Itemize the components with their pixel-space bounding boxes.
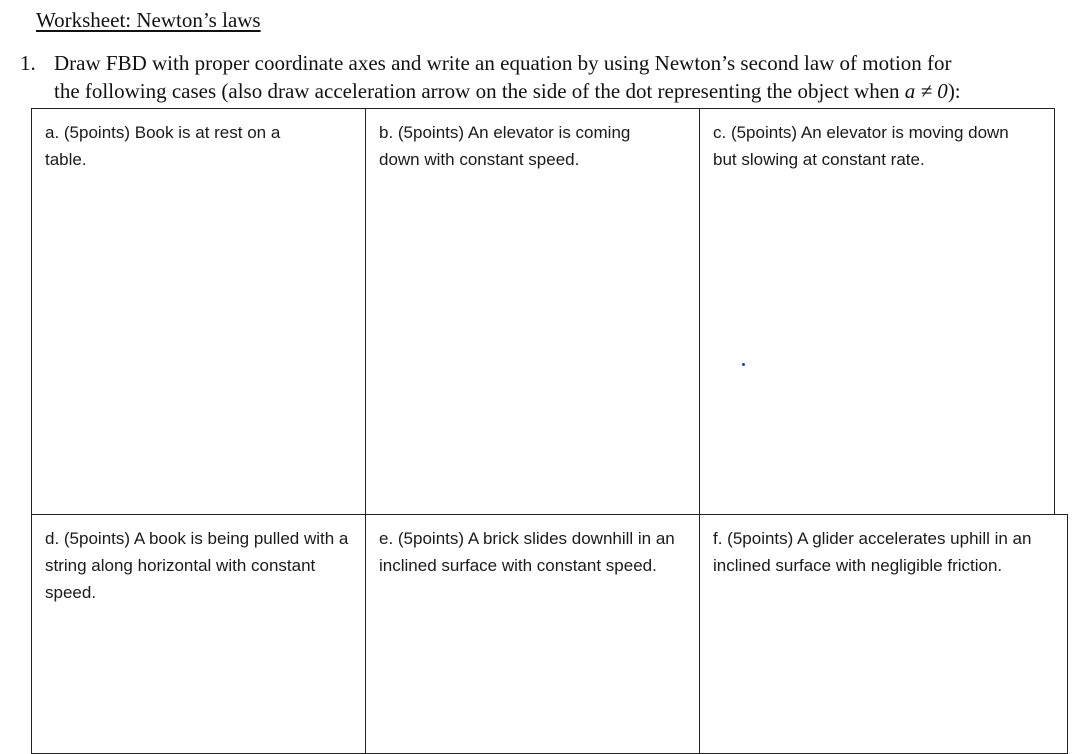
cell-b-text: b. (5points) An elevator is coming down with constant speed. [379, 123, 631, 169]
cell-e [365, 514, 700, 754]
cell-f [699, 514, 1068, 754]
worksheet-title: Worksheet: Newton’s laws [36, 8, 261, 32]
question-text-line2-suffix: ): [947, 79, 961, 103]
question-math-condition: a ≠ 0 [904, 79, 948, 103]
cell-e-text: e. (5points) A brick slides downhill in an inclined surface with constant speed. [379, 529, 675, 575]
cell-a-text: a. (5points) Book is at rest on a table. [45, 123, 281, 169]
cell-a [31, 108, 366, 515]
question-text-line2-prefix: the following cases (also draw acceleration arrow on the side of the dot representing the object when [54, 79, 905, 103]
cell-c-text: c. (5points) An elevator is moving down but slowing at constant rate. [713, 123, 1009, 169]
cell-d-text: d. (5points) A book is being pulled with a string along horizontal with constant speed. [45, 529, 349, 602]
question-text-line2 [54, 79, 961, 104]
cell-f-text: f. (5points) A glider accelerates uphill in an inclined surface with negligible friction. [713, 529, 1032, 575]
cell-b [365, 108, 700, 515]
cell-c [699, 108, 1055, 515]
question-number: 1. [20, 51, 36, 75]
question-text-line1: Draw FBD with proper coordinate axes and write an equation by using Newton’s second law of motion for [54, 51, 952, 75]
cell-d [31, 514, 366, 754]
stray-dot-mark [742, 363, 745, 366]
